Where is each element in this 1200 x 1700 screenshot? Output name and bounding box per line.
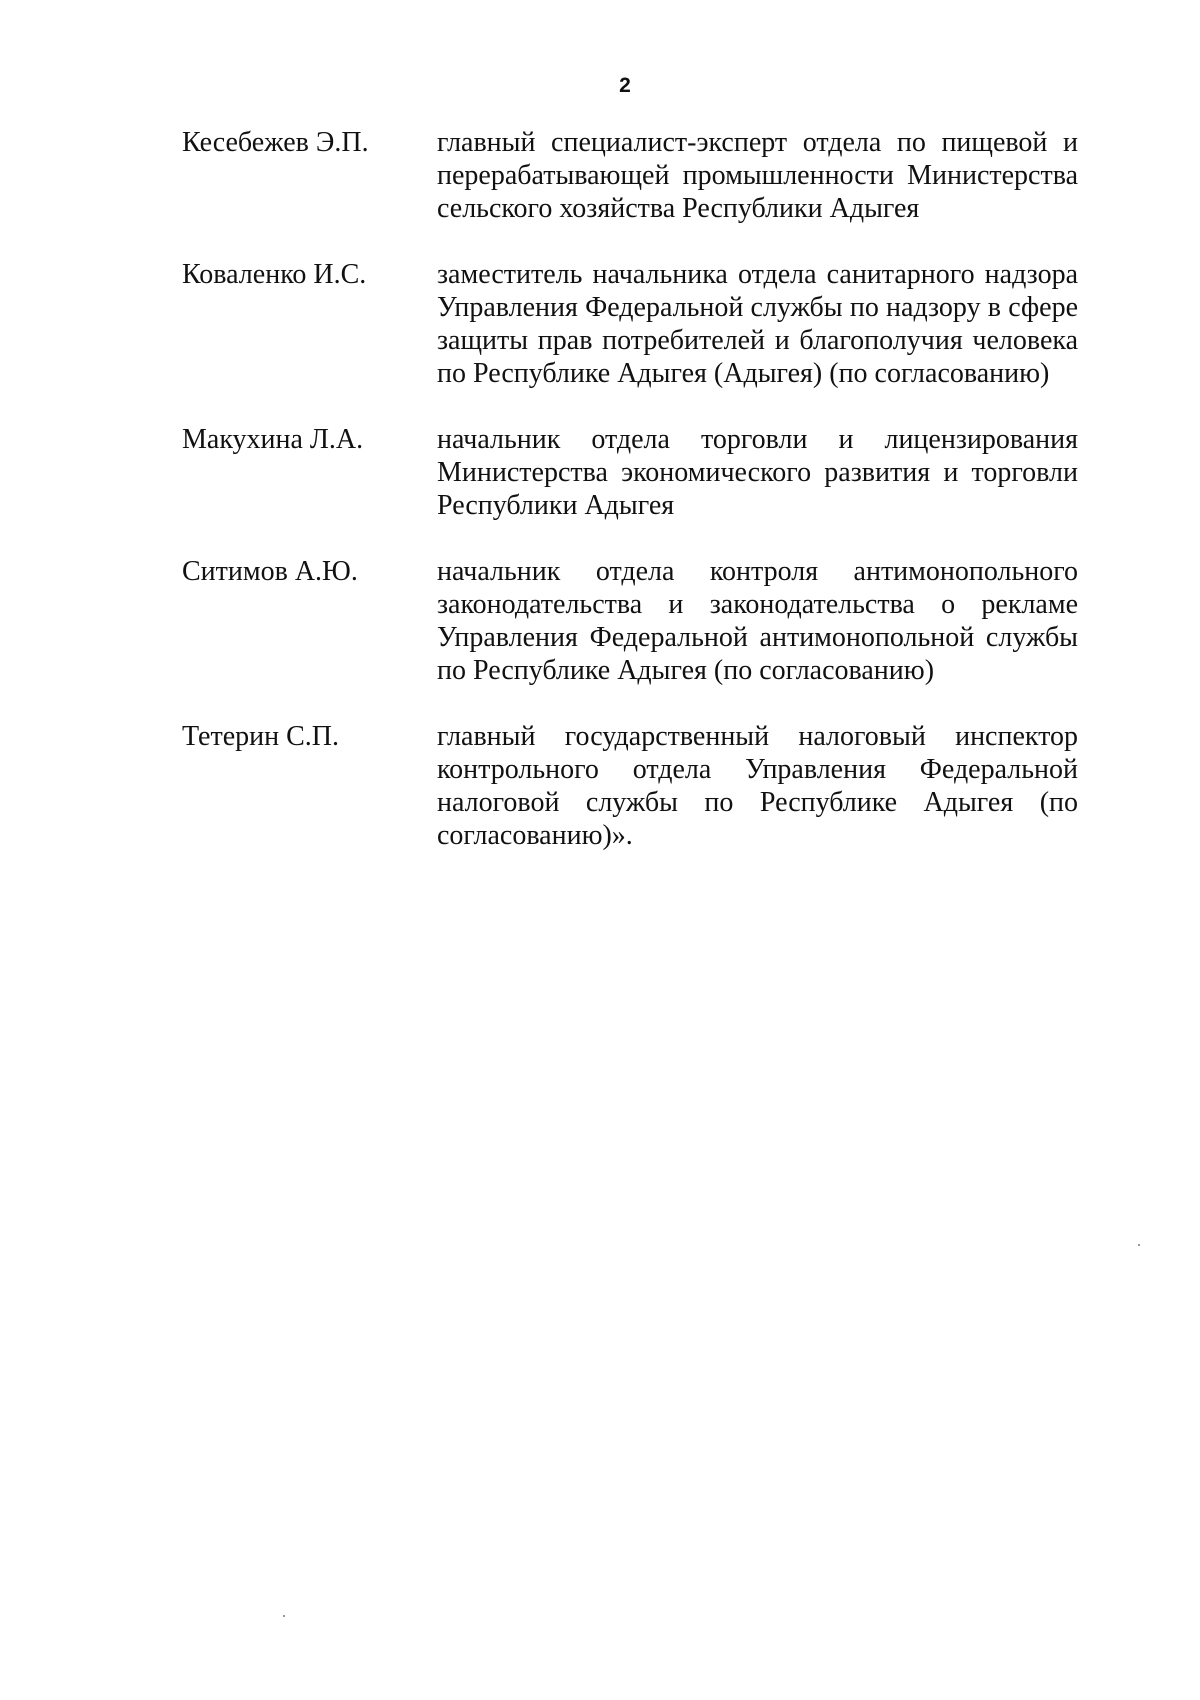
member-position: заместитель начальника отдела санитарного надзора Управления Федеральной службы по надзору в сфере защиты прав потребителей и благополучия человека по Республике Адыгея (Адыгея) (по согласованию) <box>437 259 1078 389</box>
member-position: начальник отдела торговли и лицензирования Министерства экономического развития и торговли Республики Адыгея <box>437 424 1078 521</box>
member-position: начальник отдела контроля антимонопольного законодательства и законодательства о рекламе Управления Федеральной антимонопольной службы по Республике Адыгея (по согласованию) <box>437 556 1078 686</box>
member-name: Макухина Л.А. <box>182 424 364 455</box>
member-position: главный специалист-эксперт отдела по пищевой и перерабатывающей промышленности Министерства сельского хозяйства Республики Адыгея <box>437 127 1078 224</box>
scan-speck <box>283 1615 285 1617</box>
member-row <box>182 423 1078 522</box>
members-list <box>182 126 1078 885</box>
scan-speck <box>1138 1244 1140 1246</box>
member-row <box>182 126 1078 225</box>
member-row <box>182 555 1078 687</box>
member-row <box>182 258 1078 390</box>
member-position: главный государственный налоговый инспектор контрольного отдела Управления Федеральной налоговой службы по Республике Адыгея (по согласованию)». <box>437 721 1078 851</box>
member-name: Кесебежев Э.П. <box>182 127 369 158</box>
member-name: Ситимов А.Ю. <box>182 556 358 587</box>
member-name: Коваленко И.С. <box>182 259 367 290</box>
member-name: Тетерин С.П. <box>182 721 339 752</box>
member-row <box>182 720 1078 852</box>
page-number: 2 <box>619 74 631 97</box>
